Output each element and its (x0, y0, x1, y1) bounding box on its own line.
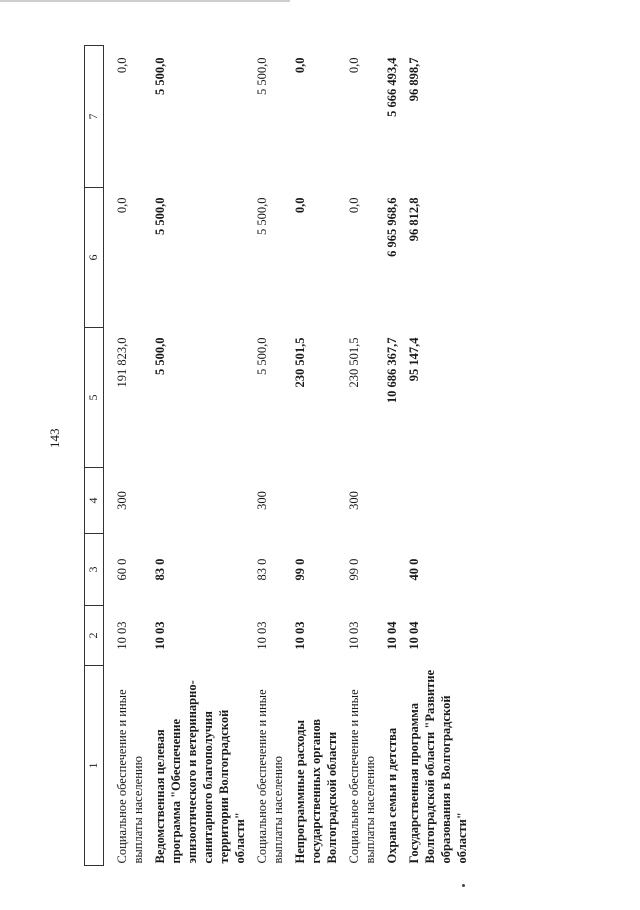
row-section-code-cell: 10 04 (385, 621, 399, 650)
row-target-article-cell: 40 0 (407, 558, 421, 581)
row-name-cell: Непрограммные расходы государственных органов Волгоградской области (293, 718, 339, 864)
row-name-cell: Социальное обеспечение и иные выплаты населению (255, 689, 285, 864)
row-expense-type-cell (286, 468, 340, 534)
row-section-code-cell: 10 04 (407, 621, 421, 650)
row-value-col5-cell: 230 501,5 (347, 337, 361, 388)
row-value-col5-cell: 5 500,0 (153, 337, 167, 375)
row-name-cell: Ведомственная целевая программа "Обеспечение эпизоотического и ветеринарно-санитарного благополучия территории Волгоградской области" (153, 680, 247, 864)
row-name-cell: Социальное обеспечение и иные выплаты населению (115, 689, 145, 864)
row-value-col6-cell: 0,0 (115, 197, 129, 214)
header-col-6: 6 (85, 188, 104, 328)
row-expense-type-cell (146, 468, 248, 534)
table-row (340, 46, 378, 866)
table-row (146, 46, 248, 866)
row-value-col5-cell: 95 147,4 (407, 337, 421, 382)
row-section-code-cell: 10 03 (153, 621, 167, 650)
header-col-1: 1 (85, 666, 104, 866)
row-value-col7-cell: 0,0 (347, 57, 361, 74)
row-name-cell: Охрана семьи и детства (385, 727, 399, 864)
row-value-col6-cell: 6 965 968,6 (385, 197, 399, 257)
row-value-col5-cell: 5 500,0 (255, 337, 269, 375)
table-row (378, 46, 400, 866)
row-target-article-cell: 83 0 (153, 558, 167, 581)
row-section-code-cell: 10 03 (255, 621, 269, 650)
row-expense-type-cell: 300 (115, 491, 129, 510)
header-col-2: 2 (85, 606, 104, 666)
scan-artifact-dot (462, 884, 465, 887)
row-value-col7-cell: 5 666 493,4 (385, 57, 399, 117)
header-col-5: 5 (85, 328, 104, 468)
row-value-col6-cell: 0,0 (347, 197, 361, 214)
row-value-col6-cell: 0,0 (293, 197, 307, 214)
row-value-col6-cell: 96 812,8 (407, 197, 421, 242)
rotated-page-content (84, 46, 564, 866)
scan-edge-line (0, 0, 290, 2)
row-value-col7-cell: 96 898,7 (407, 57, 421, 102)
row-name-cell: Государственная программа Волгоградской области "Развитие образования в Волгоградской области" (407, 669, 469, 864)
row-value-col5-cell: 10 686 367,7 (385, 337, 399, 404)
row-value-col6-cell: 5 500,0 (255, 197, 269, 235)
row-value-col7-cell: 5 500,0 (255, 57, 269, 95)
table-header-row (85, 46, 104, 866)
header-col-7: 7 (85, 46, 104, 188)
header-col-3: 3 (85, 534, 104, 606)
row-value-col5-cell: 191 823,0 (115, 337, 129, 388)
table-body (104, 46, 471, 866)
row-name-cell: Социальное обеспечение и иные выплаты населению (347, 689, 377, 864)
row-target-article-cell: 60 0 (115, 558, 129, 581)
table-row (248, 46, 286, 866)
row-section-code-cell: 10 03 (115, 621, 129, 650)
row-expense-type-cell (400, 468, 470, 534)
row-value-col5-cell: 230 501,5 (293, 337, 307, 388)
page-number: 143 (47, 428, 62, 448)
row-target-article-cell (378, 534, 400, 606)
row-section-code-cell: 10 03 (347, 621, 361, 650)
row-value-col7-cell: 5 500,0 (153, 57, 167, 95)
row-expense-type-cell: 300 (347, 491, 361, 510)
table-row (400, 46, 470, 866)
row-target-article-cell: 83 0 (255, 558, 269, 581)
row-value-col7-cell: 0,0 (293, 57, 307, 74)
table-row (286, 46, 340, 866)
row-value-col6-cell: 5 500,0 (153, 197, 167, 235)
row-target-article-cell: 99 0 (347, 558, 361, 581)
row-expense-type-cell (378, 468, 400, 534)
header-col-4: 4 (85, 468, 104, 534)
table-row (104, 46, 147, 866)
row-expense-type-cell: 300 (255, 491, 269, 510)
budget-table (84, 45, 470, 866)
row-value-col7-cell: 0,0 (115, 57, 129, 74)
row-target-article-cell: 99 0 (293, 558, 307, 581)
row-section-code-cell: 10 03 (293, 621, 307, 650)
